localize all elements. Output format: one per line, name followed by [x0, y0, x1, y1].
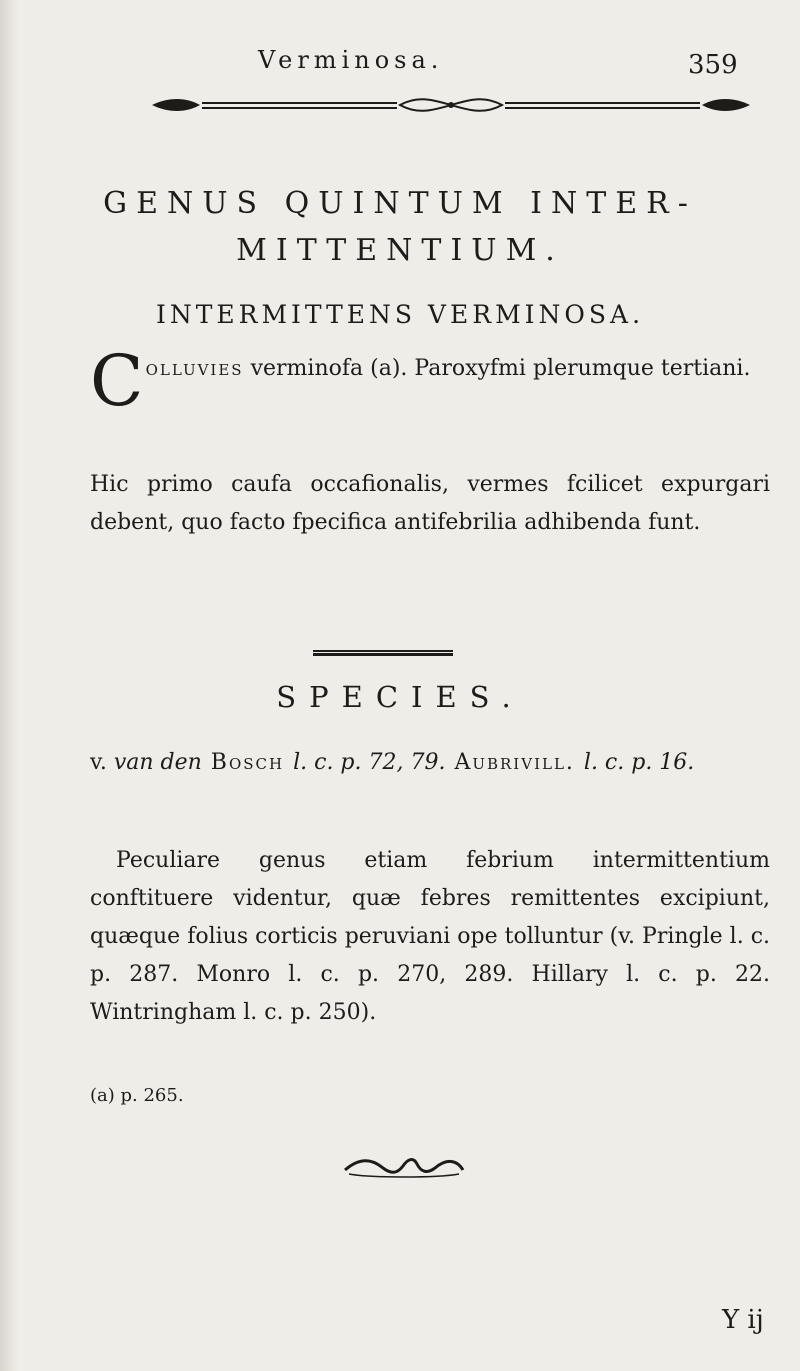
species-heading: SPECIES. — [276, 680, 524, 714]
ref-author-2: Aubrivill. — [445, 750, 584, 775]
paragraph-description — [90, 340, 770, 422]
section-divider — [313, 650, 453, 656]
running-head: Verminosa. — [258, 46, 444, 74]
ref-author: Bosch — [201, 750, 294, 775]
paragraph-text: Peculiare genus etiam febrium intermittentium conftituere videntur, quæ febres remittentes excipiunt, quæque folius corticis peruviani ope tolluntur (v. Pringle l. c. p. 287. Monro l. c. p. 270, 289. Hillary l. c. p. 22. Wintringham l. c. p. 250). — [90, 848, 771, 1025]
genus-title-line-2: MITTENTIUM. — [236, 233, 564, 268]
header-ornament — [148, 96, 754, 114]
species-body — [90, 842, 770, 1032]
paragraph-treatment — [90, 466, 770, 542]
paragraph-text: Hic primo caufa occafionalis, vermes fcilicet expurgari debent, quo facto fpecifica antifebrilia adhibenda funt. — [90, 472, 770, 535]
section-subtitle: INTERMITTENS VERMINOSA. — [155, 300, 645, 329]
drop-cap: C — [90, 340, 144, 422]
paragraph-text: verminofa (a). Paroxyfmi plerumque tertiani. — [243, 356, 751, 381]
page-header — [0, 38, 800, 98]
lead-word: olluvies — [145, 356, 244, 381]
footnote: (a) p. 265. — [90, 1085, 184, 1106]
ref-location-2: l. c. p. 16. — [583, 750, 695, 775]
ref-prefix: v. — [90, 750, 114, 775]
signature-mark: Y ij — [722, 1305, 764, 1335]
ref-particle: van den — [113, 750, 202, 775]
page-number: 359 — [688, 50, 738, 80]
genus-title-line-1: GENUS QUINTUM INTER- — [103, 186, 697, 221]
tailpiece-ornament — [341, 1152, 467, 1180]
species-references — [90, 744, 770, 782]
ref-location: l. c. p. 72, 79. — [293, 750, 446, 775]
